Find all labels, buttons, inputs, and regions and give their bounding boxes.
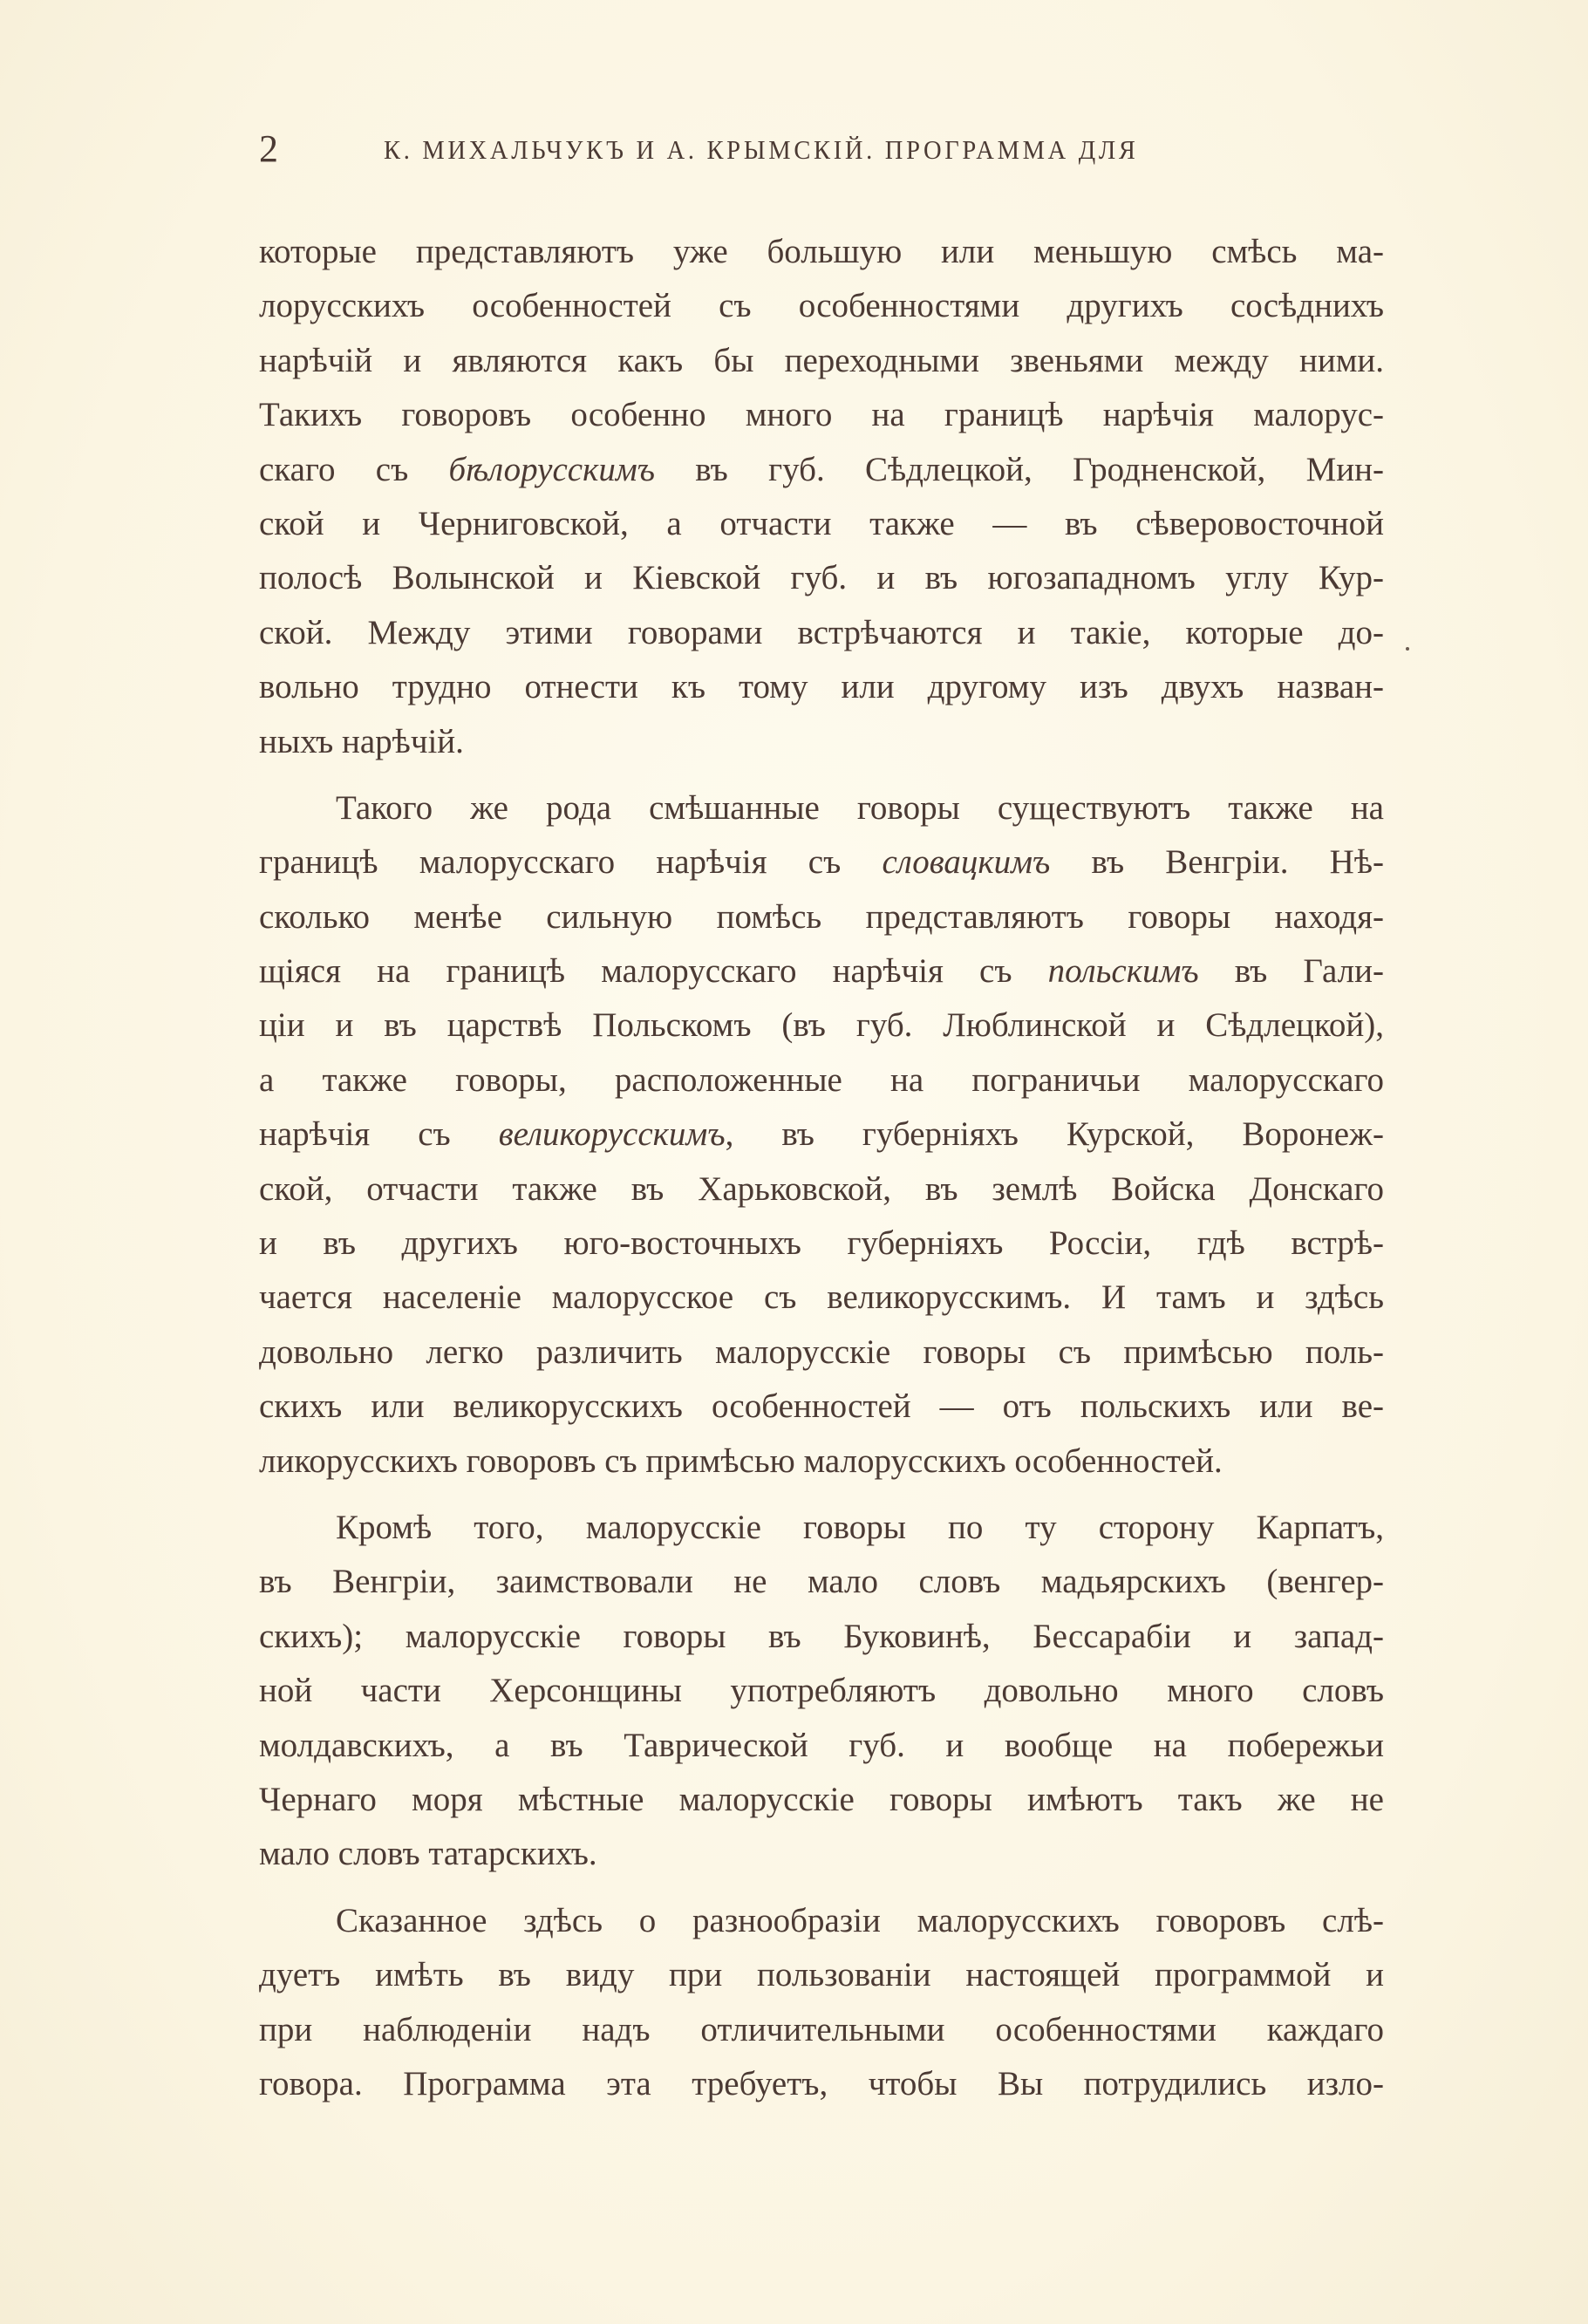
- text-segment: ной части Херсонщины употребляютъ довольно много словъ: [259, 1672, 1384, 1710]
- text-segment: ской и Черниговской, а отчасти также — въ сѣверовосточной: [259, 504, 1384, 542]
- text-line: [259, 1501, 1384, 1555]
- text-line: [259, 334, 1384, 388]
- text-segment: полосѣ Волынской и Кіевской губ. и въ югозападномъ углу Кур-: [259, 559, 1384, 597]
- text-segment: дуетъ имѣть въ виду при пользованіи настоящей программой и: [259, 1956, 1384, 1994]
- text-line: [259, 890, 1384, 944]
- text-segment: сколько менѣе сильную помѣсь представляютъ говоры находя-: [259, 897, 1384, 936]
- text-segment: мало словъ татарскихъ.: [259, 1835, 597, 1873]
- text-line: [259, 781, 1384, 835]
- text-segment: скихъ или великорусскихъ особенностей — отъ польскихъ или ве-: [259, 1387, 1384, 1426]
- text-line: [259, 1271, 1384, 1325]
- italic-term: словацкимъ: [882, 843, 1051, 882]
- text-segment: Сказанное здѣсь о разнообразіи малорусскихъ говоровъ слѣ-: [336, 1901, 1384, 1939]
- running-head: [259, 127, 1384, 171]
- text-segment: скихъ); малорусскіе говоры въ Буковинѣ, Бессарабіи и запад-: [259, 1617, 1384, 1655]
- text-line: [259, 1107, 1384, 1162]
- text-segment: ныхъ нарѣчій.: [259, 722, 464, 760]
- text-segment: вольно трудно отнести къ тому или другому изъ двухъ назван-: [259, 668, 1384, 706]
- text-line: [259, 1827, 1384, 1881]
- paragraph: [259, 1501, 1384, 1882]
- text-line: [259, 1217, 1384, 1271]
- text-line: [259, 1326, 1384, 1380]
- text-segment: молдавскихъ, а въ Таврической губ. и вообще на побережьи: [259, 1726, 1384, 1764]
- text-segment: въ губ. Сѣдлецкой, Гродненской, Мин-: [654, 450, 1384, 488]
- text-line: [259, 1894, 1384, 1948]
- running-head-title: К. МИХАЛЬЧУКЪ И А. КРЫМСКІЙ. ПРОГРАММА ДЛЯ: [384, 134, 1139, 165]
- text-line: [259, 388, 1384, 442]
- text-line: [259, 1435, 1384, 1489]
- text-segment: Такого же рода смѣшанные говоры существуютъ также на: [336, 788, 1384, 827]
- text-line: [259, 1053, 1384, 1107]
- text-segment: говора. Программа эта требуетъ, чтобы Вы потрудились изло-: [259, 2064, 1384, 2103]
- italic-term: польскимъ: [1047, 952, 1199, 991]
- body-text: [259, 225, 1384, 2123]
- text-segment: чается населеніе малорусское съ великорусскимъ. И тамъ и здѣсь: [259, 1278, 1384, 1317]
- text-line: [259, 606, 1384, 660]
- text-line: [259, 551, 1384, 605]
- text-line: [259, 1162, 1384, 1217]
- text-segment: нарѣчія съ: [259, 1115, 499, 1154]
- text-segment: ціи и въ царствѣ Польскомъ (въ губ. Люблинской и Сѣдлецкой),: [259, 1006, 1384, 1045]
- text-segment: которые представляютъ уже большую или меньшую смѣсь ма-: [259, 233, 1384, 270]
- text-line: [259, 2003, 1384, 2057]
- text-segment: довольно легко различить малорусскіе говоры съ примѣсью поль-: [259, 1332, 1384, 1371]
- text-segment: границѣ малорусскаго нарѣчія съ: [259, 843, 883, 882]
- text-segment: при наблюденіи надъ отличительными особенностями каждаго: [259, 2010, 1384, 2048]
- text-segment: и въ другихъ юго-восточныхъ губерніяхъ Россіи, гдѣ встрѣ-: [259, 1224, 1384, 1263]
- text-line: [259, 225, 1384, 279]
- text-segment: , въ губерніяхъ Курской, Воронеж-: [725, 1115, 1384, 1154]
- text-line: [259, 443, 1384, 497]
- text-segment: скаго съ: [259, 450, 449, 488]
- text-line: [259, 2057, 1384, 2111]
- text-line: [259, 715, 1384, 769]
- text-line: [259, 1664, 1384, 1718]
- text-line: [259, 1719, 1384, 1773]
- text-line: [259, 1555, 1384, 1609]
- text-segment: щіяся на границѣ малорусскаго нарѣчія съ: [259, 952, 1048, 991]
- text-segment: ской, отчасти также въ Харьковской, въ землѣ Войска Донскаго: [259, 1169, 1384, 1208]
- paper-speck: [1406, 647, 1409, 651]
- text-line: [259, 1773, 1384, 1827]
- paragraph: [259, 1894, 1384, 2112]
- text-segment: лорусскихъ особенностей съ особенностями другихъ сосѣднихъ: [259, 287, 1384, 325]
- text-segment: въ Венгріи. Нѣ-: [1050, 843, 1384, 882]
- text-segment: Чернаго моря мѣстные малорусскіе говоры имѣютъ такъ же не: [259, 1780, 1384, 1818]
- text-segment: въ Гали-: [1198, 952, 1384, 991]
- text-segment: Кромѣ того, малорусскіе говоры по ту сторону Карпатъ,: [336, 1508, 1384, 1546]
- text-line: [259, 1948, 1384, 2002]
- text-line: [259, 1610, 1384, 1664]
- italic-term: великорусскимъ: [498, 1115, 726, 1154]
- text-line: [259, 1380, 1384, 1434]
- text-line: [259, 998, 1384, 1053]
- italic-term: бѣлорусскимъ: [448, 450, 655, 488]
- paragraph: [259, 781, 1384, 1489]
- text-line: [259, 660, 1384, 714]
- page-number: 2: [259, 127, 278, 170]
- text-segment: нарѣчій и являются какъ бы переходными звеньями между ними.: [259, 341, 1384, 379]
- paragraph: [259, 225, 1384, 769]
- text-line: [259, 944, 1384, 998]
- text-segment: Такихъ говоровъ особенно много на границѣ нарѣчія малорус-: [259, 396, 1384, 434]
- text-segment: а также говоры, расположенные на пограничьи малорусскаго: [259, 1060, 1384, 1099]
- text-segment: ликорусскихъ говоровъ съ примѣсью малорусскихъ особенностей.: [259, 1441, 1223, 1480]
- text-line: [259, 279, 1384, 333]
- text-line: [259, 497, 1384, 551]
- text-line: [259, 835, 1384, 889]
- text-segment: ской. Между этими говорами встрѣчаются и такіе, которые до-: [259, 613, 1384, 651]
- text-segment: въ Венгріи, заимствовали не мало словъ мадьярскихъ (венгер-: [259, 1563, 1384, 1601]
